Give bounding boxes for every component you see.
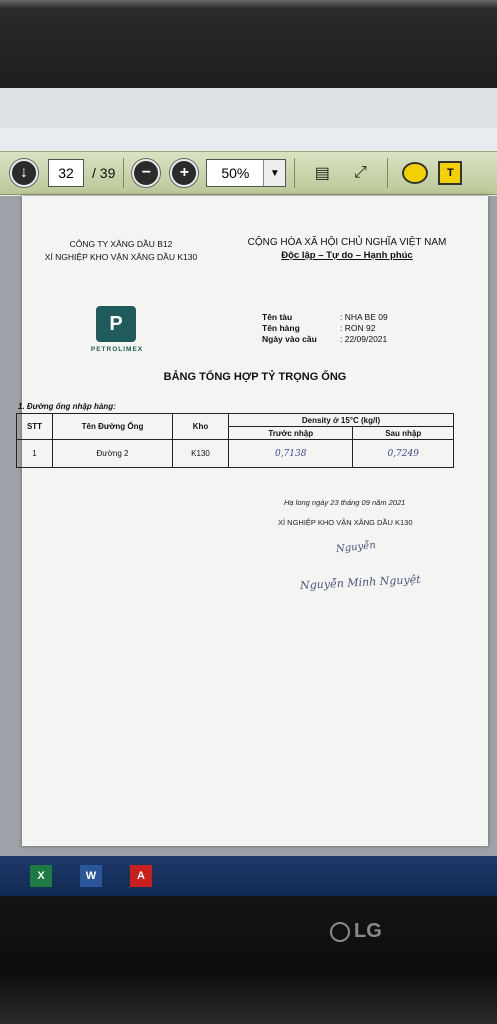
fit-page-icon[interactable]: ⤢ bbox=[353, 164, 367, 181]
cell-after: 0,7249 bbox=[353, 440, 454, 468]
minus-icon: − bbox=[141, 164, 152, 181]
window-top-band bbox=[0, 88, 497, 128]
nation-motto: Độc lập – Tự do – Hạnh phúc bbox=[281, 250, 413, 261]
signature: Nguyễn bbox=[335, 539, 377, 556]
pdf-label: A bbox=[137, 870, 145, 882]
info-row bbox=[262, 312, 388, 323]
col-stt: STT bbox=[17, 414, 53, 440]
lg-logo bbox=[330, 920, 382, 943]
logo-caption: PETROLIMEX bbox=[90, 346, 144, 353]
arrow-down-icon: ↓ bbox=[20, 164, 28, 181]
zoom-value: 50% bbox=[221, 165, 250, 181]
lg-logo-icon bbox=[330, 922, 350, 942]
document-title: BẢNG TỔNG HỢP TỶ TRỌNG ỐNG bbox=[163, 371, 347, 383]
info-value: : 22/09/2021 bbox=[340, 334, 388, 344]
screen bbox=[0, 88, 497, 896]
taskbar bbox=[0, 856, 497, 896]
table-header-row bbox=[17, 414, 454, 427]
col-after: Sau nhập bbox=[353, 427, 454, 440]
info-row bbox=[262, 334, 388, 345]
pdf-page bbox=[18, 196, 488, 846]
density-table bbox=[16, 413, 454, 468]
monitor-top-bezel bbox=[0, 0, 497, 88]
col-kho: Kho bbox=[173, 414, 229, 440]
word-label: W bbox=[85, 870, 97, 882]
page-number-value: 32 bbox=[58, 165, 74, 181]
sign-date: Hạ long ngày 23 tháng 09 năm 2021 bbox=[284, 498, 406, 507]
cell-before: 0,7138 bbox=[229, 440, 353, 468]
info-value: : RON 92 bbox=[340, 323, 376, 333]
word-icon[interactable] bbox=[80, 865, 102, 887]
page-total: / 39 bbox=[92, 165, 116, 181]
company-name: CÔNG TY XĂNG DẦU B12 bbox=[69, 239, 173, 249]
cell-stt: 1 bbox=[17, 440, 53, 468]
zoom-select[interactable] bbox=[206, 159, 286, 187]
cell-name: Đường 2 bbox=[53, 440, 173, 468]
next-page-button[interactable] bbox=[10, 159, 38, 187]
toolbar-divider bbox=[294, 158, 295, 188]
plus-icon: + bbox=[179, 164, 190, 181]
text-annotation-icon[interactable]: T bbox=[438, 161, 462, 185]
col-density: Density ở 15°C (kg/l) bbox=[229, 414, 454, 427]
col-before: Trước nhập bbox=[229, 427, 353, 440]
petrolimex-logo-icon: P bbox=[96, 306, 136, 342]
zoom-in-button[interactable] bbox=[170, 159, 198, 187]
pdf-toolbar bbox=[0, 151, 497, 195]
comment-icon[interactable] bbox=[402, 162, 428, 184]
fit-width-icon[interactable]: ▤ bbox=[314, 165, 330, 182]
table-row bbox=[17, 440, 454, 468]
sign-organization: XÍ NGHIỆP KHO VẬN XĂNG DẦU K130 bbox=[278, 518, 413, 527]
pdf-reader-icon[interactable] bbox=[130, 865, 152, 887]
excel-label: X bbox=[37, 870, 45, 882]
page-number-input[interactable] bbox=[48, 159, 84, 187]
info-row bbox=[262, 323, 388, 334]
info-label: Tên hàng bbox=[262, 323, 300, 333]
national-header bbox=[222, 236, 472, 262]
chevron-down-icon[interactable]: ▼ bbox=[263, 160, 285, 186]
info-label: Ngày vào cầu bbox=[262, 334, 317, 344]
nation-title: CỘNG HÒA XÃ HỘI CHỦ NGHĨA VIỆT NAM bbox=[247, 237, 447, 248]
cell-kho: K130 bbox=[173, 440, 229, 468]
section-heading: 1. Đường ống nhập hàng: bbox=[18, 402, 116, 411]
zoom-out-button[interactable] bbox=[132, 159, 160, 187]
info-label: Tên tàu bbox=[262, 312, 293, 322]
company-header bbox=[32, 238, 210, 264]
toolbar-divider bbox=[387, 158, 388, 188]
company-unit: XÍ NGHIỆP KHO VẬN XĂNG DẦU K130 bbox=[44, 252, 198, 262]
excel-icon[interactable] bbox=[30, 865, 52, 887]
brand-label: LG bbox=[354, 920, 382, 942]
toolbar-divider bbox=[123, 158, 124, 188]
monitor-bottom-bezel bbox=[0, 896, 497, 1024]
info-value: : NHA BE 09 bbox=[340, 312, 388, 322]
signer-name: Nguyễn Minh Nguyệt bbox=[299, 572, 421, 593]
shipment-info bbox=[262, 312, 388, 345]
col-name: Tên Đường Ống bbox=[53, 414, 173, 440]
document-viewport[interactable] bbox=[0, 196, 497, 856]
